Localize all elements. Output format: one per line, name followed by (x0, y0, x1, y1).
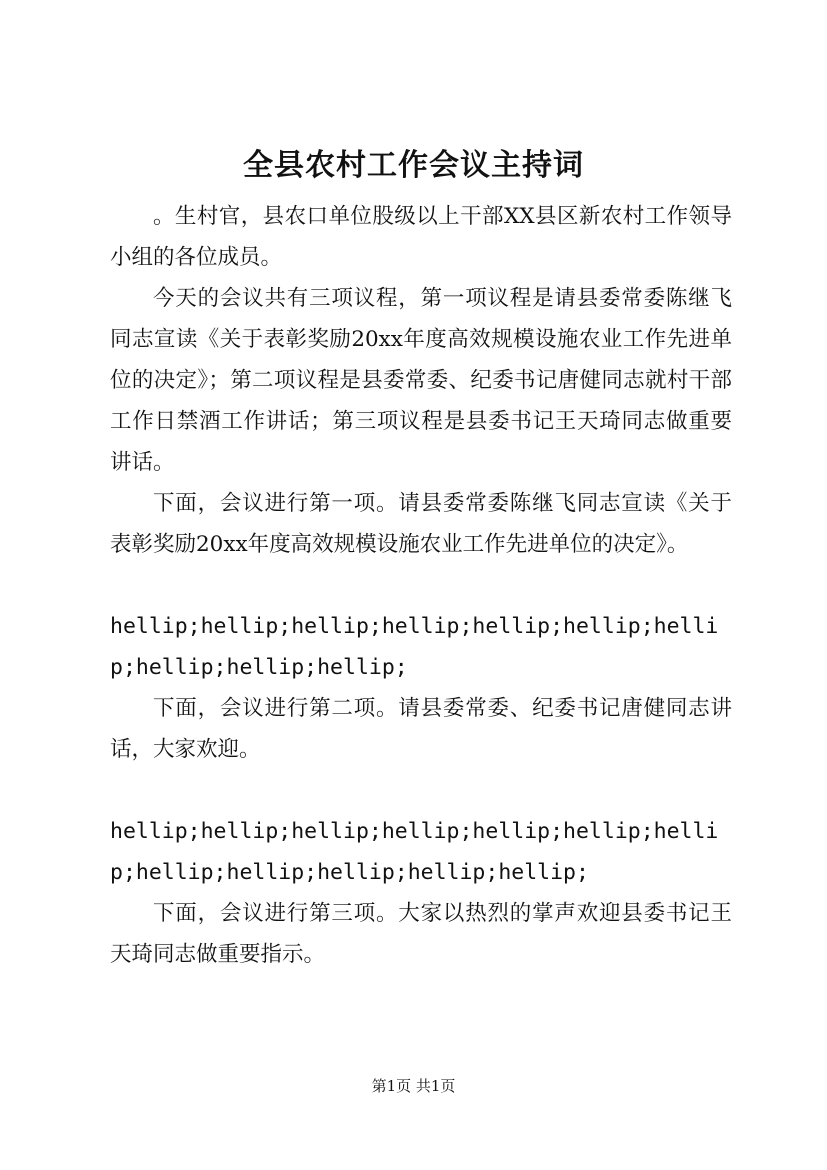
paragraph-attendees: 。生村官，县农口单位股级以上干部XX县区新农村工作领导小组的各位成员。 (110, 204, 732, 270)
paragraph-item-one: 下面，会议进行第一项。请县委常委陈继飞同志宣读《关于表彰奖励20xx年度高效规模设施农业工作先进单位的决定》。 (110, 491, 732, 557)
paragraph-agenda: 今天的会议共有三项议程，第一项议程是请县委常委陈继飞同志宣读《关于表彰奖励20xx年度高效规模设施农业工作先进单位的决定》；第二项议程是县委常委、纪委书记唐健同志就村干部工作日禁酒工作讲话；第三项议程是县委书记王天琦同志做重要讲话。 (110, 286, 732, 475)
paragraph-ellipsis-two: hellip;hellip;hellip;hellip;hellip;hellip;hellip;hellip;hellip;hellip;hellip;hellip; (110, 819, 719, 885)
paragraph-item-two: 下面，会议进行第二项。请县委常委、纪委书记唐健同志讲话，大家欢迎。 (110, 696, 732, 762)
document-body (110, 196, 732, 975)
document-title: 全县农村工作会议主持词 (243, 148, 584, 183)
paragraph-item-three: 下面，会议进行第三项。大家以热烈的掌声欢迎县委书记王天琦同志做重要指示。 (110, 901, 732, 967)
paragraph-spacer (110, 565, 732, 606)
page-footer: 第1页 共1页 (371, 1077, 456, 1095)
paragraph-spacer (110, 770, 732, 811)
paragraph-ellipsis-one: hellip;hellip;hellip;hellip;hellip;hellip;hellip;hellip;hellip;hellip; (110, 614, 719, 680)
